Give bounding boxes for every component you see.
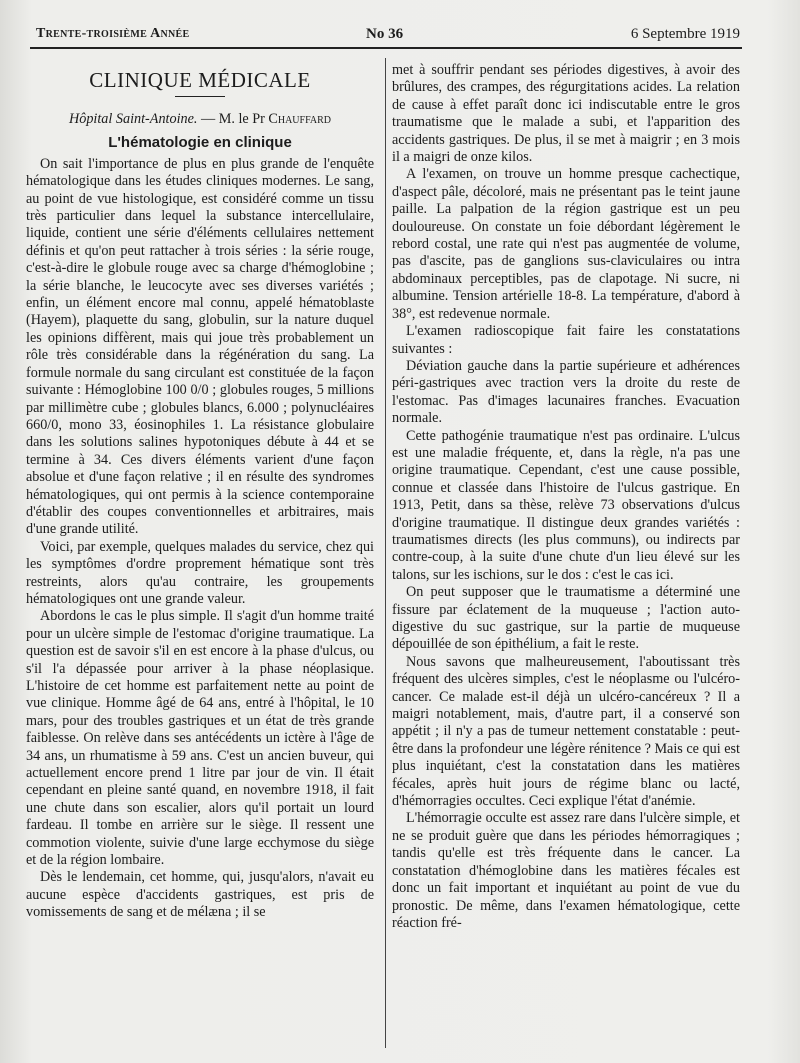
paragraph: Cette pathogénie traumatique n'est pas ordinaire. L'ulcus est une maladie fréquente, et, dans la règle, n'a pas une origine traumatique. Cependant, c'est une cause possible, connue et classée dans l'histoire de l'ulcus gastrique. En 1913, Petit, dans sa thèse, relève 73 observations d'ulcus d'origine traumatique. Il distingue deux grandes variétés : traumatismes directs (les plus communs), ou indirects par contre-coup, à la suite d'une chute d'un lieu élevé sur les talons, sur les ischions, sur le dos : c'est le cas ici. [392,427,740,583]
section-title-rule [175,96,225,97]
doctor-prefix: — M. le Pr [201,111,265,127]
paragraph: Abordons le cas le plus simple. Il s'agit d'un homme traité pour un ulcère simple de l'estomac d'origine traumatique. La question est de savoir s'il en est encore à la phase d'ulcus, ou s'il l'a dépassée pour arriver à la phase néoplasique. L'histoire de cet homme est parfaitement nette au point de vue clinique. Homme âgé de 64 ans, entré à l'hôpital, le 10 mars, pour des troubles gastriques et un état de très grande faiblesse. On relève dans ses antécédents un ictère à l'âge de 34 ans, un rhumatisme à 59 ans. C'est un ancien buveur, qui actuellement encore prend 1 litre par jour de vin. Il était cependant en pleine santé quand, en novembre 1918, il fait une chute dans son escalier, alors qu'il portait un lourd fardeau. Il tombe en arrière sur le siège. Il ressent une commotion violente, suivie d'une large ecchymose du siège et de la région lombaire. [26,608,374,869]
paragraph: L'hémorragie occulte est assez rare dans l'ulcère simple, et ne se produit guère que dans les périodes hémorragiques ; tandis qu'elle est très fréquente dans le cancer. La constatation d'hémoglobine dans les matières fécales est donc un fait important et inquiétant au point de vue du pronostic. De même, dans l'examen hématologique, cette réaction fré- [392,810,740,931]
left-column [26,62,374,922]
paragraph: A l'examen, on trouve un homme presque cachectique, d'aspect pâle, décoloré, mais ne présentant pas le teint jaune paille. La palpation de la région gastrique est un peu douloureuse. On constate un foie débordant légèrement le rebord costal, une rate qui n'est pas augmentée de volume, pas d'ascite, pas de ganglions sus-claviculaires ou intra abdominaux perceptibles, pas de clapotage. Ni sucre, ni albumine. Tension artérielle 18-8. La température, d'abord à 38°, est redevenue normale. [392,166,740,322]
issue-number: No 36 [366,26,404,42]
paragraph: Voici, par exemple, quelques malades du service, chez qui les symptômes d'ordre proprement hématique sont très restreints, alors qu'au contraire, les groupements hématologiques ont une grande valeur. [26,538,374,607]
right-column [392,62,740,932]
hospital-name: Hôpital Saint-Antoine. [68,111,198,127]
section-title: CLINIQUE MÉDICALE [89,68,311,92]
article-title: L'hématologie en clinique [108,134,292,152]
issue-date: 6 Septembre 1919 [630,26,740,42]
header-rule [30,47,742,49]
paragraph: Déviation gauche dans la partie supérieure et adhérences péri-gastriques avec traction vers la droite du reste de l'estomac. Pas d'images lacunaires franches. Evacuation normale. [392,357,740,427]
hospital-line [26,111,374,128]
paragraph: met à souffrir pendant ses périodes digestives, à avoir des brûlures, des crampes, des régurgitations acides. La relation de cause à effet paraît donc ici indiscutable entre le gros traumatisme que le malade a subi, et l'apparition des accidents gastriques. De plus, il se met à maigrir ; en 3 mois il a maigri de onze kilos. [392,62,740,166]
paragraph: Dès le lendemain, cet homme, qui, jusqu'alors, n'avait eu aucune espèce d'accidents gastriques, est pris de vomissements de sang et de mélæna ; il se [26,869,374,921]
doctor-name: Chauffard [268,111,332,127]
column-divider [385,58,386,1048]
paragraph: Nous savons que malheureusement, l'aboutissant très fréquent des ulcères simples, c'est le néoplasme ou l'ulcéro-cancer. Ce malade est-il déjà un ulcéro-cancéreux ? Il a maigri notablement, mais, d'autre part, il a conservé son appétit ; il n'y a pas de tumeur nettement constatable : peut-être dans la profondeur une légère rénitence ? Mais ce qui est plus inquiétant, c'est la constatation dans les matières fécales, après huit jours de régime blanc ou lacté, d'hémorragies occultes. Ceci explique l'état d'anémie. [392,653,740,810]
paragraph: On peut supposer que le traumatisme a déterminé une fissure par éclatement de la muqueuse ; l'action auto-digestive du suc gastrique, sur la partie de muqueuse dépouillée de son épithélium, a fait le reste. [392,584,740,653]
volume-label: Trente-troisième Année [36,26,190,41]
paragraph: On sait l'importance de plus en plus grande de l'enquête hématologique dans les études cliniques modernes. Le sang, au point de vue histologique, est considéré comme un tissu très particulier dans lequel la substance intercellulaire, liquide, contient une série d'éléments cellulaires nettement définis et qu'on peut rattacher à trois séries : la série rouge, c'est-à-dire le globule rouge avec sa charge d'hémoglobine ; la série blanche, le leucocyte avec ses diverses variétés ; enfin, un élément encore mal connu, appelé hématoblaste (Hayem), plaquette du sang, globulin, sur la nature duquel les opinions diffèrent, mais qui joue très probablement un rôle très considérable dans la régénération du sang. La formule normale du sang circulant est constituée de la façon suivante : Hémoglobine 100 0/0 ; globules rouges, 5 millions par millimètre cube ; globules blancs, 6.000 ; polynucléaires 660/0, mono 33, éosinophiles 1. La résistance globulaire dans les solutions salines hypotoniques débute à 44 et se termine à 34. Ces divers éléments varient d'une façon absolue et d'une façon relative ; il en résulte des syndromes hématologiques, qui ont permis à la science contemporaine d'établir des coupes conventionnelles et arbitraires, mais d'une grande utilité. [26,155,374,538]
paragraph: L'examen radioscopique fait faire les constatations suivantes : [392,323,740,357]
page-header [28,26,740,48]
